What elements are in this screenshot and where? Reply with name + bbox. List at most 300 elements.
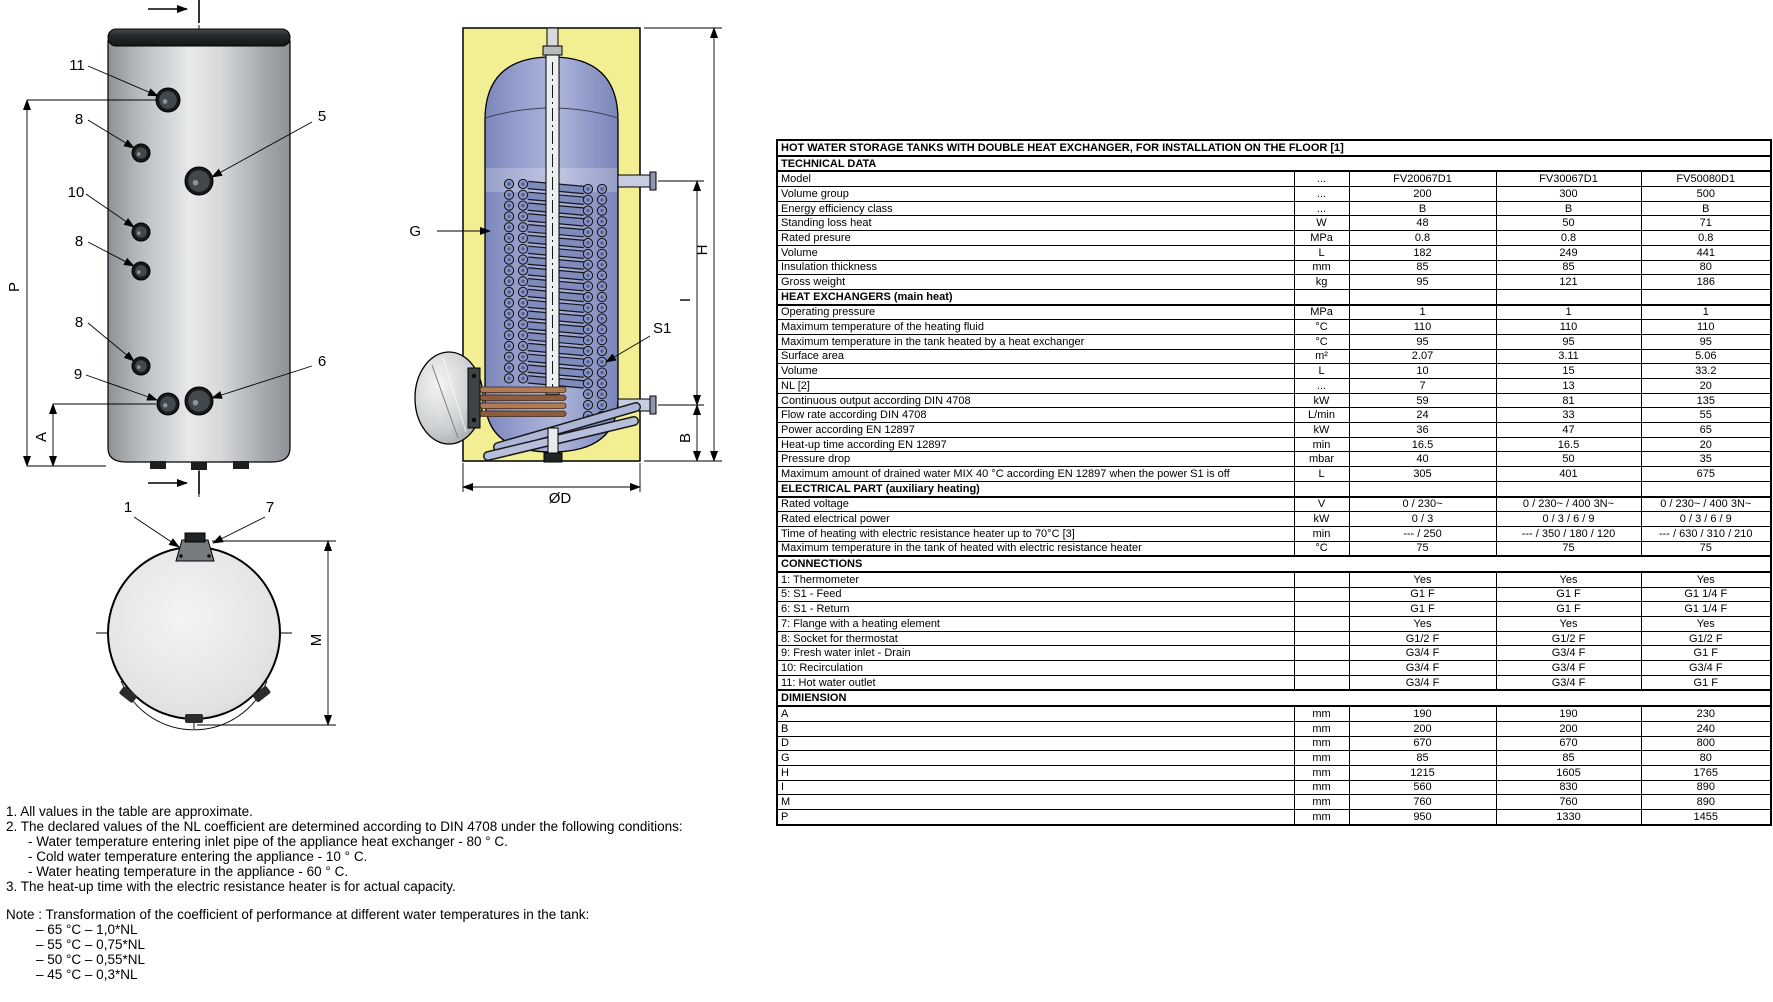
table-cell: G [777, 751, 1294, 766]
table-cell [1294, 661, 1349, 676]
table-cell: G1 F [1641, 675, 1771, 690]
coil-turn-core [521, 355, 524, 358]
table-cell: kg [1294, 275, 1349, 290]
table-cell: 1: Thermometer [777, 572, 1294, 587]
table-cell: 80 [1641, 260, 1771, 275]
table-cell: Gross weight [777, 275, 1294, 290]
table-cell: --- / 350 / 180 / 120 [1496, 526, 1641, 541]
table-row [777, 617, 1771, 632]
table-cell [1349, 481, 1496, 496]
table-cell: mm [1294, 260, 1349, 275]
table-cell: W [1294, 216, 1349, 231]
table-cell: G3/4 F [1641, 661, 1771, 676]
table-cell: L [1294, 467, 1349, 482]
table-cell: FV50080D1 [1641, 171, 1771, 186]
table-cell: 2.07 [1349, 349, 1496, 364]
tank-foot [233, 461, 249, 469]
coil-turn-core [521, 258, 524, 261]
table-cell: Maximum amount of drained water MIX 40 °C according EN 12897 when the power S1 is off [777, 467, 1294, 482]
table-cell [1294, 646, 1349, 661]
table-cell: 1 [1349, 305, 1496, 320]
table-cell: 670 [1349, 736, 1496, 751]
table-cell: G1 F [1349, 602, 1496, 617]
coil-turn-core [507, 355, 510, 358]
coil-turn-core [586, 274, 589, 277]
coil-turn-core [521, 226, 524, 229]
table-cell: 760 [1349, 795, 1496, 810]
coil-turn-core [507, 269, 510, 272]
table-cell: Flow rate according DIN 4708 [777, 408, 1294, 423]
thermometer-pipe [547, 28, 558, 48]
coil-turn-core [586, 285, 589, 288]
table-cell: 85 [1349, 260, 1496, 275]
coil-turn-core [600, 285, 603, 288]
footnote-line: - Water heating temperature in the appliance - 60 ° C. [28, 864, 349, 879]
side-port-upper [618, 175, 654, 187]
table-cell: 305 [1349, 467, 1496, 482]
footnotes [6, 804, 776, 982]
table-row [777, 156, 1771, 172]
table-cell: 1 [1496, 305, 1641, 320]
coil-turn-core [507, 344, 510, 347]
table-cell: 13 [1496, 379, 1641, 394]
table-row [777, 275, 1771, 290]
port-inner [135, 265, 147, 277]
table-cell: 48 [1349, 216, 1496, 231]
port-highlight [137, 231, 141, 235]
table-cell [1641, 289, 1771, 304]
coil-turn-core [600, 317, 603, 320]
coil-turn-core [521, 193, 524, 196]
footnote-line: – 55 °C – 0,75*NL [36, 937, 145, 952]
coil-turn-core [521, 344, 524, 347]
coil-turn-core [507, 247, 510, 250]
table-row [777, 187, 1771, 202]
port-inner [135, 360, 147, 372]
table-row [777, 690, 1771, 706]
table-cell: Insulation thickness [777, 260, 1294, 275]
table-row [777, 512, 1771, 527]
table-row [777, 452, 1771, 467]
table-row [777, 765, 1771, 780]
table-cell: 95 [1496, 334, 1641, 349]
port-highlight [137, 365, 141, 369]
port-inner [160, 396, 176, 412]
callout-9: 9 [73, 366, 83, 383]
table-cell: 1455 [1641, 809, 1771, 824]
top-view [96, 499, 336, 730]
coil-turn-core [507, 236, 510, 239]
table-row [777, 795, 1771, 810]
callout-leader [213, 517, 265, 543]
table-cell: 50 [1496, 216, 1641, 231]
table-row [777, 602, 1771, 617]
table-cell: G3/4 F [1496, 675, 1641, 690]
coil-turn-core [586, 252, 589, 255]
table-cell: Volume group [777, 187, 1294, 202]
table-cell: Surface area [777, 349, 1294, 364]
coil-turn-core [507, 182, 510, 185]
table-cell: 1605 [1496, 765, 1641, 780]
table-row [777, 201, 1771, 216]
table-cell: kW [1294, 512, 1349, 527]
table-cell: 75 [1496, 541, 1641, 556]
table-cell: Time of heating with electric resistance heater up to 70°C [3] [777, 526, 1294, 541]
table-cell: ELECTRICAL PART (auxiliary heating) [777, 481, 1294, 496]
table-cell: ... [1294, 379, 1349, 394]
table-cell [1349, 289, 1496, 304]
table-cell: 15 [1496, 364, 1641, 379]
coil-turn-core [507, 226, 510, 229]
table-cell [1294, 572, 1349, 587]
table-cell: 0 / 230~ [1349, 497, 1496, 512]
port-highlight [137, 270, 141, 274]
callout-6: 6 [317, 353, 327, 370]
footnote-line: 1. All values in the table are approximate. [6, 804, 253, 819]
table-cell: G3/4 F [1496, 661, 1641, 676]
table-cell: 85 [1349, 751, 1496, 766]
coil-turn-core [521, 334, 524, 337]
table-cell: Maximum temperature in the tank heated by a heat exchanger [777, 334, 1294, 349]
table-cell [1496, 289, 1641, 304]
coil-turn-core [521, 215, 524, 218]
coil-turn-core [586, 393, 589, 396]
table-cell: G1 F [1496, 587, 1641, 602]
coil-turn-core [600, 263, 603, 266]
tank-top-circle [108, 547, 280, 719]
coil-turn-core [586, 231, 589, 234]
table-cell: 3.11 [1496, 349, 1641, 364]
side-port-lower-flange [650, 396, 656, 414]
table-cell: 1765 [1641, 765, 1771, 780]
tank-foot [191, 462, 207, 470]
table-cell: °C [1294, 541, 1349, 556]
table-cell: 0 / 3 / 6 / 9 [1641, 512, 1771, 527]
table-cell: 95 [1641, 334, 1771, 349]
table-cell: mm [1294, 736, 1349, 751]
coil-turn-core [507, 193, 510, 196]
dimension-I-label: I [677, 297, 694, 303]
table-cell: 110 [1349, 320, 1496, 335]
coil-turn-core [600, 306, 603, 309]
table-cell: Maximum temperature of the heating fluid [777, 320, 1294, 335]
table-cell: Heat-up time according EN 12897 [777, 437, 1294, 452]
coil-turn-core [600, 339, 603, 342]
dimension-B-label: B [677, 432, 694, 444]
port-inner [188, 390, 210, 412]
table-cell: 0 / 230~ / 400 3N~ [1641, 497, 1771, 512]
table-cell: mm [1294, 721, 1349, 736]
port-highlight [137, 152, 141, 156]
thermometer-cap [185, 533, 205, 542]
table-cell [1294, 587, 1349, 602]
table-cell: 55 [1641, 408, 1771, 423]
coil-turn-core [521, 366, 524, 369]
table-cell: FV30067D1 [1496, 171, 1641, 186]
table-row [777, 320, 1771, 335]
table-cell: Power according EN 12897 [777, 423, 1294, 438]
table-row [777, 437, 1771, 452]
table-row [777, 305, 1771, 320]
heater-rod [480, 411, 566, 417]
table-cell: 7: Flange with a heating element [777, 617, 1294, 632]
table-cell: G3/4 F [1349, 646, 1496, 661]
table-cell: 401 [1496, 467, 1641, 482]
coil-turn-core [586, 187, 589, 190]
heater-rod [480, 403, 566, 409]
table-cell: 240 [1641, 721, 1771, 736]
table-cell: 0.8 [1349, 231, 1496, 246]
table-row [777, 721, 1771, 736]
table-cell: L/min [1294, 408, 1349, 423]
table-cell: G3/4 F [1496, 646, 1641, 661]
table-row [777, 497, 1771, 512]
table-cell: 10: Recirculation [777, 661, 1294, 676]
coil-turn-core [586, 339, 589, 342]
table-cell: 20 [1641, 437, 1771, 452]
table-cell: M [777, 795, 1294, 810]
coil-turn-core [586, 328, 589, 331]
table-row [777, 481, 1771, 496]
coil-turn-core [600, 328, 603, 331]
table-cell: 40 [1349, 452, 1496, 467]
table-cell: 95 [1349, 275, 1496, 290]
table-row [777, 334, 1771, 349]
footnote-note: Note : Transformation of the coefficient of performance at different water temperatures in the tank: [6, 907, 590, 922]
coil-turn-core [507, 280, 510, 283]
coil-turn-core [600, 198, 603, 201]
table-cell: 59 [1349, 393, 1496, 408]
table-cell [1294, 617, 1349, 632]
port-inner [159, 91, 177, 109]
callout-8: 8 [74, 233, 84, 250]
table-cell: L [1294, 245, 1349, 260]
table-cell: Volume [777, 245, 1294, 260]
table-cell: 0 / 230~ / 400 3N~ [1496, 497, 1641, 512]
coil-turn-core [586, 403, 589, 406]
coil-turn-core [507, 258, 510, 261]
coil-turn-core [507, 312, 510, 315]
table-cell: HEAT EXCHANGERS (main heat) [777, 289, 1294, 304]
tank-top-cap [108, 29, 290, 46]
thermometer-flange [543, 46, 562, 55]
table-cell: G1/2 F [1496, 631, 1641, 646]
table-cell: 80 [1641, 751, 1771, 766]
table-cell: 182 [1349, 245, 1496, 260]
table-cell: 20 [1641, 379, 1771, 394]
table-cell: 186 [1641, 275, 1771, 290]
port-highlight [193, 400, 199, 406]
table-cell: m² [1294, 349, 1349, 364]
table-row [777, 260, 1771, 275]
coil-turn-core [586, 317, 589, 320]
table-cell: A [777, 706, 1294, 721]
table-row [777, 631, 1771, 646]
table-cell: Model [777, 171, 1294, 186]
table-cell [1294, 602, 1349, 617]
coil-turn-core [600, 360, 603, 363]
table-cell: 33 [1496, 408, 1641, 423]
table-row [777, 587, 1771, 602]
table-cell: 1330 [1496, 809, 1641, 824]
table-cell: D [777, 736, 1294, 751]
coil-turn-core [586, 263, 589, 266]
table-cell: 230 [1641, 706, 1771, 721]
table-cell: V [1294, 497, 1349, 512]
table-cell [1294, 675, 1349, 690]
table-cell: 500 [1641, 187, 1771, 202]
table-cell: G1 1/4 F [1641, 602, 1771, 617]
side-port-upper-flange [650, 172, 656, 190]
footnote-line: - Cold water temperature entering the appliance - 10 ° C. [28, 849, 368, 864]
table-cell: mm [1294, 751, 1349, 766]
callout-leader [134, 517, 179, 547]
table-cell: Yes [1349, 572, 1496, 587]
table-cell: 10 [1349, 364, 1496, 379]
table-cell: ... [1294, 171, 1349, 186]
table-cell: 950 [1349, 809, 1496, 824]
table-cell: B [777, 721, 1294, 736]
table-cell: 50 [1496, 452, 1641, 467]
dimension-A-label: A [33, 431, 50, 443]
coil-turn-core [600, 295, 603, 298]
table-cell [1294, 289, 1349, 304]
table-row [777, 171, 1771, 186]
dimension-P-label: P [6, 281, 23, 293]
coil-turn-core [586, 382, 589, 385]
table-row [777, 541, 1771, 556]
coil-turn-core [521, 269, 524, 272]
table-cell: Yes [1496, 617, 1641, 632]
coil-turn-core [507, 290, 510, 293]
callout-5: 5 [317, 108, 327, 125]
table-cell: Energy efficiency class [777, 201, 1294, 216]
table-cell: mm [1294, 795, 1349, 810]
table-cell: G3/4 F [1349, 661, 1496, 676]
dimension-H-label: H [694, 244, 711, 256]
table-row [777, 556, 1771, 572]
coil-turn-core [507, 301, 510, 304]
table-row [777, 289, 1771, 304]
coil-turn-core [521, 182, 524, 185]
table-cell: 190 [1349, 706, 1496, 721]
table-cell: 81 [1496, 393, 1641, 408]
coil-turn-core [507, 215, 510, 218]
footnote-line: – 65 °C – 1,0*NL [36, 922, 138, 937]
spec-table [776, 139, 1772, 826]
table-cell: G1 F [1641, 646, 1771, 661]
table-row [777, 408, 1771, 423]
table-cell: MPa [1294, 305, 1349, 320]
table-cell: L [1294, 364, 1349, 379]
table-cell: kW [1294, 423, 1349, 438]
table-row [777, 646, 1771, 661]
coil-turn-core [507, 323, 510, 326]
coil-turn-core [521, 377, 524, 380]
table-cell: B [1641, 201, 1771, 216]
coil-turn-core [600, 231, 603, 234]
coil-turn-core [521, 236, 524, 239]
table-row [777, 393, 1771, 408]
table-cell: 200 [1496, 721, 1641, 736]
drain-tube [548, 428, 558, 454]
drain-stub [544, 453, 562, 462]
table-cell: 890 [1641, 780, 1771, 795]
dimension-M-label: M [308, 633, 325, 647]
table-cell: min [1294, 526, 1349, 541]
heater-rod [480, 387, 566, 393]
coil-turn-core [600, 382, 603, 385]
table-cell: 441 [1641, 245, 1771, 260]
table-row [777, 751, 1771, 766]
coil-turn-core [586, 349, 589, 352]
coil-turn-core [507, 366, 510, 369]
table-cell: 760 [1496, 795, 1641, 810]
table-cell: 135 [1641, 393, 1771, 408]
table-cell: mm [1294, 780, 1349, 795]
port-highlight [163, 99, 168, 104]
coil-turn-core [586, 306, 589, 309]
coil-turn-core [600, 349, 603, 352]
table-cell: B [1349, 201, 1496, 216]
table-cell: 6: S1 - Return [777, 602, 1294, 617]
coil-turn-core [521, 247, 524, 250]
callout-8: 8 [74, 314, 84, 331]
table-row [777, 675, 1771, 690]
table-cell: B [1496, 201, 1641, 216]
table-cell: 5.06 [1641, 349, 1771, 364]
callout-8: 8 [74, 111, 84, 128]
table-row [777, 364, 1771, 379]
table-cell: CONNECTIONS [777, 556, 1771, 572]
coil-turn-core [586, 198, 589, 201]
table-cell: 890 [1641, 795, 1771, 810]
table-cell: 16.5 [1349, 437, 1496, 452]
table-cell [1294, 631, 1349, 646]
table-cell [1641, 481, 1771, 496]
table-cell: --- / 250 [1349, 526, 1496, 541]
table-cell: 300 [1496, 187, 1641, 202]
table-cell: G1 F [1496, 602, 1641, 617]
coil-turn-core [586, 295, 589, 298]
callout-11: 11 [69, 57, 85, 74]
coil-turn-core [521, 301, 524, 304]
table-cell: 33.2 [1641, 364, 1771, 379]
table-cell: mbar [1294, 452, 1349, 467]
coil-turn-core [586, 220, 589, 223]
table-cell: DIMIENSION [777, 690, 1771, 706]
table-cell: Rated presure [777, 231, 1294, 246]
table-cell: mm [1294, 706, 1349, 721]
coil-turn-core [600, 393, 603, 396]
table-row [777, 467, 1771, 482]
table-cell: 800 [1641, 736, 1771, 751]
footnote-line: 3. The heat-up time with the electric resistance heater is for actual capacity. [6, 879, 456, 894]
table-cell: 0.8 [1496, 231, 1641, 246]
table-cell: 110 [1496, 320, 1641, 335]
dimension-G-label: G [409, 223, 421, 240]
table-row [777, 423, 1771, 438]
table-cell: 36 [1349, 423, 1496, 438]
table-row [777, 780, 1771, 795]
table-cell: MPa [1294, 231, 1349, 246]
table-cell: 200 [1349, 187, 1496, 202]
table-cell: Operating pressure [777, 305, 1294, 320]
table-cell: Volume [777, 364, 1294, 379]
coil-turn-core [586, 241, 589, 244]
heater-flange-top [176, 540, 214, 561]
table-cell: G1 F [1349, 587, 1496, 602]
